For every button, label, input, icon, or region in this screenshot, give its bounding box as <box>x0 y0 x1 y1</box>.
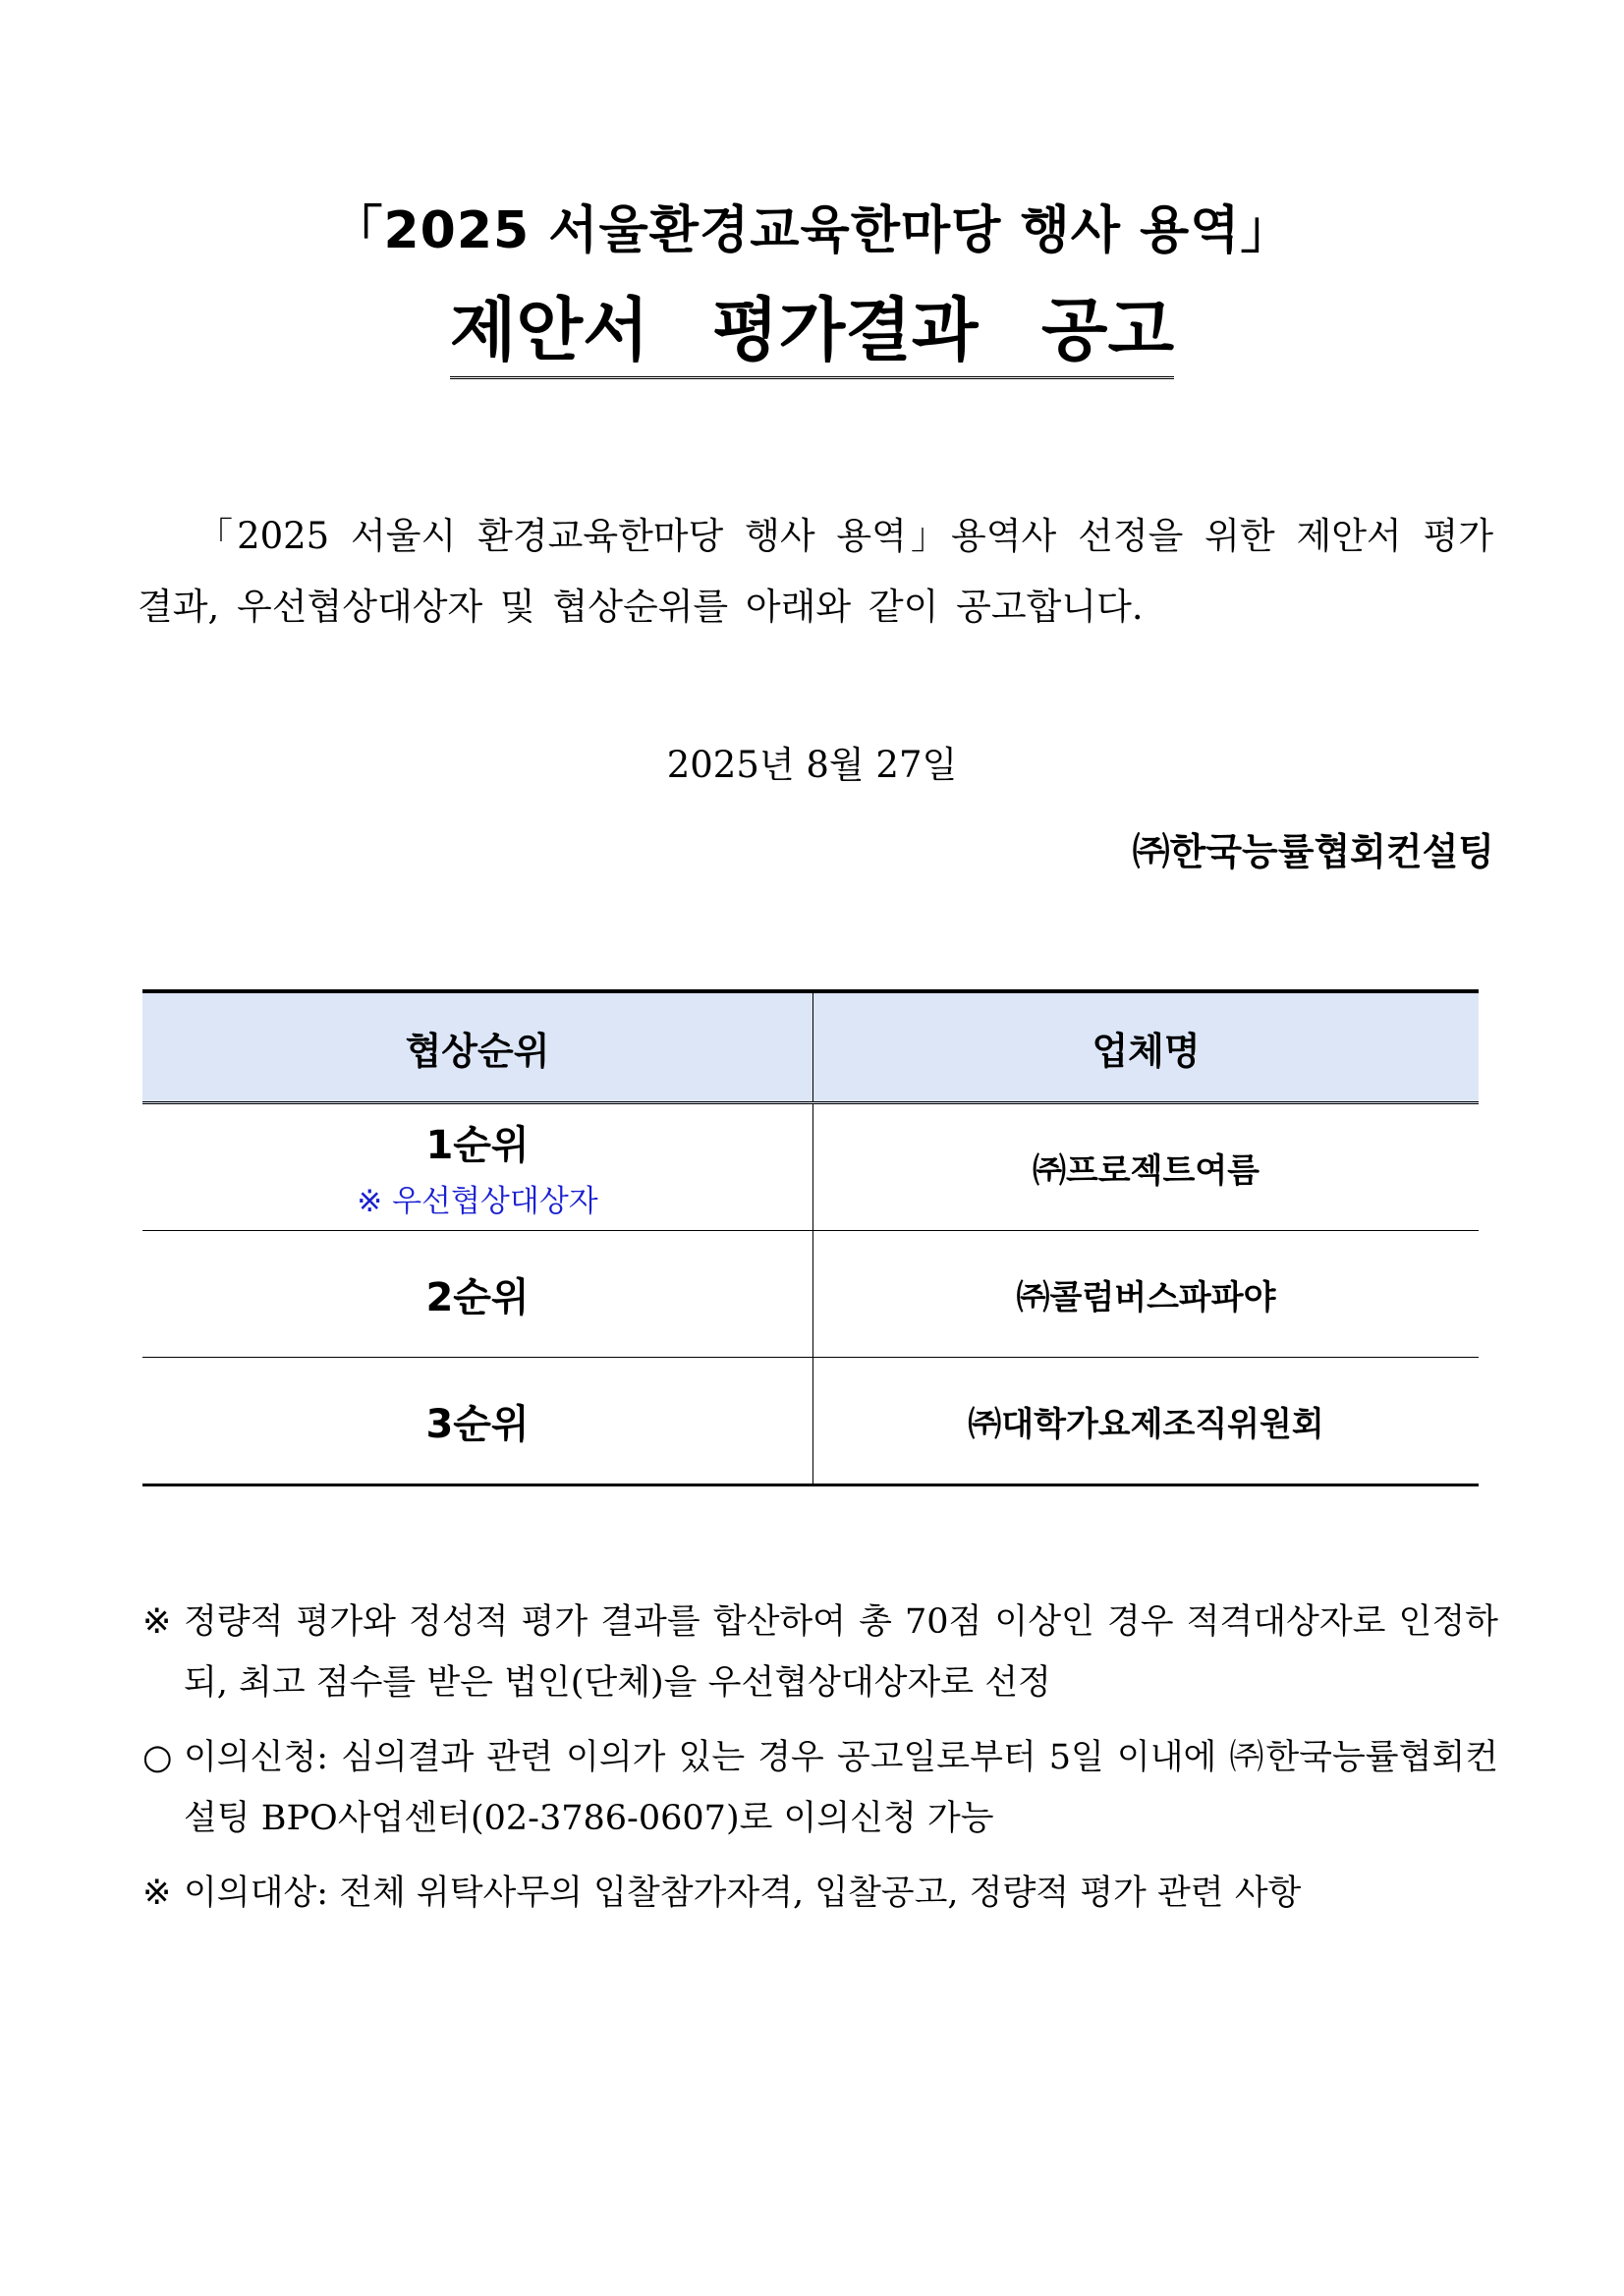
firm-cell <box>813 1103 1480 1231</box>
table-row <box>142 1103 1479 1231</box>
rank-label: 1순위 <box>425 1123 530 1168</box>
note-text: 이의대상: 전체 위탁사무의 입찰참가자격, 입찰공고, 정량적 평가 관련 사항 <box>184 1874 1302 1913</box>
note-item <box>142 1863 1498 1924</box>
table-row <box>142 1231 1479 1358</box>
preferred-negotiator-note: ※ 우선협상대상자 <box>357 1184 598 1219</box>
note-text: 이의신청: 심의결과 관련 이의가 있는 경우 공고일로부터 5일 이내에 ㈜한국능률협회컨설팅 BPO사업센터(02-3786-0607)로 이의신청 가능 <box>184 1738 1498 1838</box>
firm-name: ㈜콜럼버스파파야 <box>1016 1277 1276 1317</box>
ranking-table <box>142 989 1479 1486</box>
document-subtitle-text: 제안서 평가결과 공고 <box>450 291 1174 379</box>
firm-cell <box>813 1231 1480 1358</box>
firm-cell <box>813 1358 1480 1485</box>
rank-cell <box>142 1358 813 1485</box>
circle-bullet: ○ <box>142 1738 173 1777</box>
rank-label: 2순위 <box>425 1274 530 1320</box>
announcement-date: 2025년 8월 27일 <box>666 744 958 786</box>
reference-mark: ※ <box>142 1602 172 1642</box>
issuer-name: ㈜한국능률협회컨설팅 <box>1132 830 1494 873</box>
intro-paragraph: 「2025 서울시 환경교육한마당 행사 용역」용역사 선정을 위한 제안서 평가 결과, 우선협상대상자 및 협상순위를 아래와 같이 공고합니다. <box>138 515 1493 628</box>
firm-name: ㈜대학가요제조직위원회 <box>968 1404 1324 1444</box>
note-item <box>142 1592 1498 1713</box>
table-header-row <box>142 991 1479 1103</box>
notes-section <box>142 1592 1498 1937</box>
rank-cell <box>142 1103 813 1231</box>
rank-label: 3순위 <box>425 1401 530 1447</box>
document-title: 「2025 서울환경교육한마당 행사 용역」 <box>331 201 1293 260</box>
document-subtitle <box>0 290 1624 379</box>
rank-cell <box>142 1231 813 1358</box>
table-row <box>142 1358 1479 1485</box>
header-rank: 협상순위 <box>142 991 813 1103</box>
note-text: 정량적 평가와 정성적 평가 결과를 합산하여 총 70점 이상인 경우 적격대상자로 인정하되, 최고 점수를 받은 법인(단체)을 우선협상대상자로 선정 <box>184 1602 1498 1703</box>
reference-mark: ※ <box>142 1874 172 1913</box>
header-firm: 업체명 <box>813 991 1480 1103</box>
note-item <box>142 1727 1498 1849</box>
firm-name: ㈜프로젝트여름 <box>1032 1150 1260 1191</box>
